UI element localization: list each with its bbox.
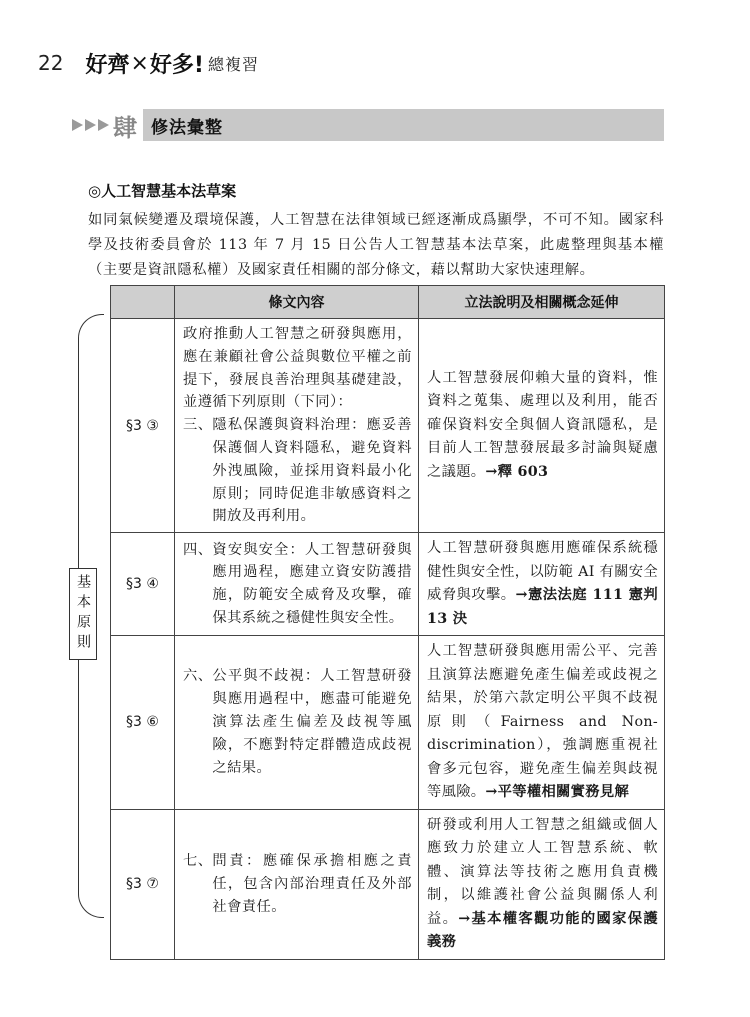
side-label-box	[69, 568, 97, 660]
section-number: 肆	[113, 113, 137, 142]
table-row	[111, 533, 665, 636]
logo-text-a: 好齊	[85, 52, 130, 78]
note-text: 人工智慧研發與應用需公平、完善且演算法應避免產生偏差或歧視之結果，於第六款定明公平與不歧視原則（Fairness and Non-discrimination），強調應重視社會多元包容，避免產生偏差與歧視等風險。	[427, 643, 658, 801]
item-text: 隱私保護與資料治理：應妥善保護個人資料隱私，避免資料外洩風險，並採用資料最小化原則；同時促進非敏感資料之開放及再利用。	[212, 417, 412, 525]
intro-paragraph: 如同氣候變遷及環境保護，人工智慧在法律領域已經逐漸成爲顯學，不可不知。國家科學及技術委員會於 113 年 7 月 15 日公告人工智慧基本法草案，此處整理與基本權（主要是資訊隱私權）及國家責任相關的部分條文，藉以幫助大家快速理解。	[88, 212, 664, 278]
book-logo	[85, 48, 259, 79]
header-content: 條文內容	[175, 286, 419, 319]
item-label: 六、	[183, 668, 213, 685]
law-table	[110, 285, 665, 960]
logo-times: ×	[130, 50, 149, 76]
logo-text-b: 好多!	[149, 52, 204, 78]
page-header	[38, 46, 259, 80]
row-section: §3 ④	[111, 533, 175, 636]
note-reference: →基本權客觀功能的國家保護義務	[427, 910, 658, 951]
row-content	[175, 809, 419, 959]
row-note	[419, 809, 665, 959]
item-label: 七、	[183, 852, 213, 869]
row-content	[175, 319, 419, 533]
header-section	[111, 286, 175, 319]
side-label: 基本原則	[75, 574, 91, 654]
content-item	[183, 850, 412, 918]
item-label: 三、	[183, 417, 213, 434]
content-item	[183, 539, 412, 630]
row-note	[419, 533, 665, 636]
note-reference: →釋 603	[485, 463, 549, 480]
table-header-row	[111, 286, 665, 319]
row-note	[419, 636, 665, 810]
note-reference: →平等權相關實務見解	[485, 784, 630, 801]
logo-subtitle: 總複習	[207, 54, 259, 74]
note-text: 人工智慧研發與應用應確保系統穩健性與安全性，以防範 AI 有關安全威脅與攻擊。	[427, 540, 658, 604]
subheading: ◎人工智慧基本法草案	[88, 182, 237, 200]
table-row	[111, 319, 665, 533]
content-item	[183, 414, 412, 528]
page-number: 22	[38, 51, 64, 75]
section-title-box	[143, 109, 664, 141]
table-row	[111, 636, 665, 810]
item-text: 資安與安全：人工智慧研發與應用過程，應建立資安防護措施，防範安全威脅及攻擊，確保其系統之穩健性與安全性。	[212, 541, 412, 626]
table-row	[111, 809, 665, 959]
row-content	[175, 636, 419, 810]
item-label: 四、	[183, 541, 213, 558]
section-title: 修法彙整	[151, 117, 223, 138]
row-section: §3 ③	[111, 319, 175, 533]
content-lead: 政府推動人工智慧之研發與應用，應在兼顧社會公益與數位平權之前提下，發展良善治理與基礎建設，並遵循下列原則（下同）：	[183, 326, 412, 411]
note-reference: →憲法法庭 111 憲判 13 決	[427, 587, 658, 627]
row-content	[175, 533, 419, 636]
row-section: §3 ⑦	[111, 809, 175, 959]
note-text: 研發或利用人工智慧之組織或個人應致力於建立人工智慧系統、軟體、演算法等技術之應用負責機制，以維護社會公益與關係人利益。	[427, 816, 658, 927]
content-item	[183, 665, 412, 779]
note-text: 人工智慧發展仰賴大量的資料，惟資料之蒐集、處理以及利用，能否確保資料安全與個人資訊隱私，是目前人工智慧發展最多討論與疑慮之議題。	[427, 369, 658, 480]
header-note: 立法說明及相關概念延伸	[419, 286, 665, 319]
item-text: 問責：應確保承擔相應之責任，包含內部治理責任及外部社會責任。	[212, 852, 412, 915]
section-heading-bar	[72, 109, 664, 141]
item-text: 公平與不歧視：人工智慧研發與應用過程中，應盡可能避免演算法產生偏差及歧視等風險，不應對特定群體造成歧視之結果。	[212, 668, 412, 776]
row-section: §3 ⑥	[111, 636, 175, 810]
triple-arrow-icon	[72, 119, 109, 131]
row-note	[419, 319, 665, 533]
